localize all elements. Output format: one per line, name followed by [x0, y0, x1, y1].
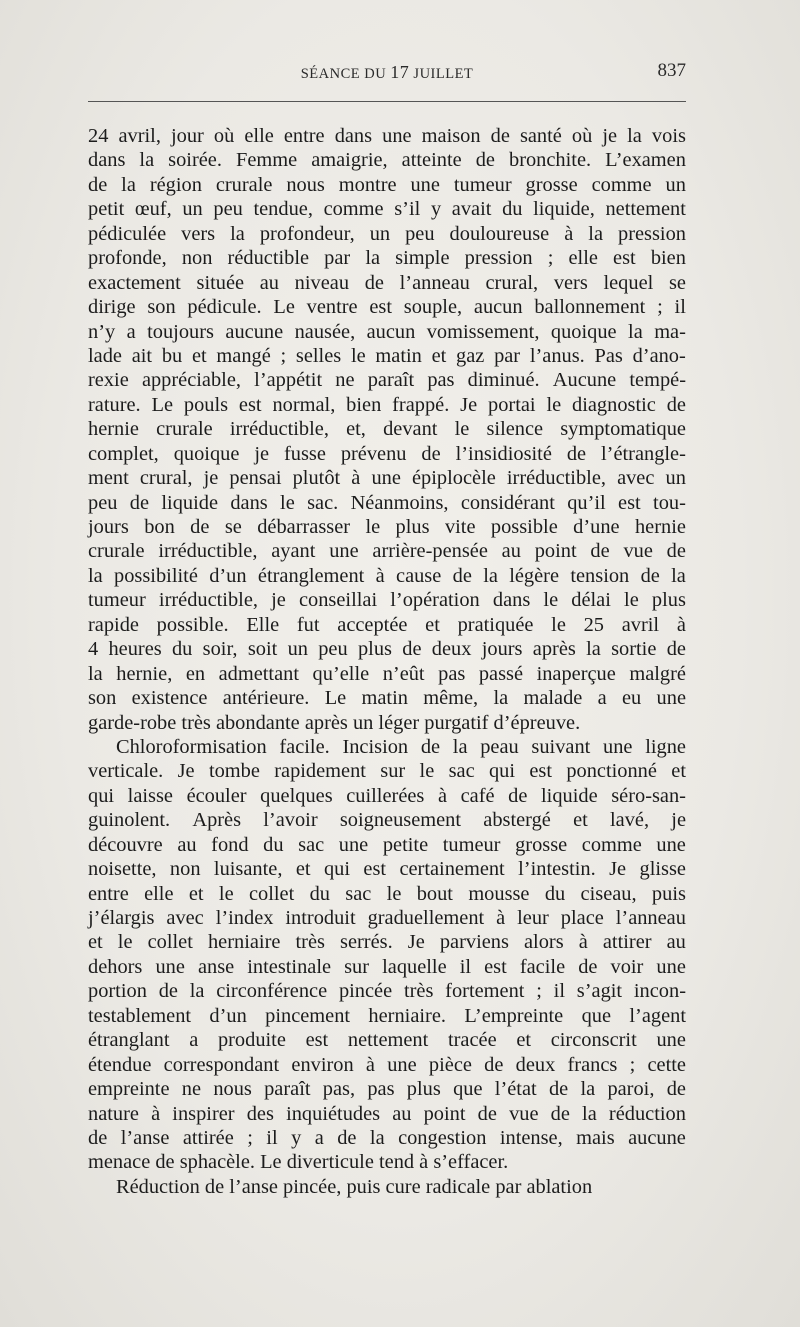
- text-line: jours bon de se débarrasser le plus vite possible d’une hernie: [88, 516, 686, 538]
- text-line: ment crural, je pensai plutôt à une épiplocèle irréductible, avec un: [88, 467, 686, 490]
- text-line: pédiculée vers la profondeur, un peu douloureuse à la pression: [88, 222, 686, 245]
- text-line: nature à inspirer des inquiétudes au point de vue de la réduction: [88, 1102, 686, 1125]
- text-line: crurale irréductible, ayant une arrière-pensée au point de vue de: [88, 540, 686, 563]
- text-line: dirige son pédicule. Le ventre est souple, aucun ballonnement ; il: [88, 296, 686, 319]
- text-line: Chloroformisation facile. Incision de la peau suivant une ligne: [116, 735, 686, 758]
- running-head-post: JUILLET: [409, 66, 474, 82]
- text-line: rapide possible. Elle fut acceptée et pratiquée le 25 avril à: [88, 613, 686, 636]
- text-line: étranglant a produite est nettement tracée et circonscrit une: [88, 1029, 686, 1052]
- page-number: 837: [657, 60, 686, 81]
- text-line: exactement située au niveau de l’anneau crural, vers lequel se: [88, 271, 686, 294]
- text-line: de l’anse attirée ; il y a de la congestion intense, mais aucune: [88, 1126, 686, 1149]
- text-line: et le collet herniaire très serrés. Je parviens alors à attirer au: [88, 931, 686, 954]
- text-line: hernie crurale irréductible, et, devant le silence symptomatique: [88, 418, 686, 441]
- page-header: [88, 62, 686, 86]
- text-line: 24 avril, jour où elle entre dans une maison de santé où je la vois: [88, 125, 686, 147]
- text-line: petit œuf, un peu tendue, comme s’il y avait du liquide, nettement: [88, 198, 686, 221]
- text-line: son existence antérieure. Le matin même, la malade a eu une: [88, 687, 686, 710]
- text-line: de la région crurale nous montre une tumeur grosse comme un: [88, 173, 686, 196]
- text-line: tumeur irréductible, je conseillai l’opération dans le délai le plus: [88, 589, 686, 612]
- text-line: empreinte ne nous paraît pas, pas plus que l’état de la paroi, de: [88, 1078, 686, 1101]
- text-line: peu de liquide dans le sac. Néanmoins, considérant qu’il est tou-: [88, 491, 686, 514]
- text-line: guinolent. Après l’avoir soigneusement abstergé et lavé, je: [88, 809, 686, 832]
- text-line: la hernie, en admettant qu’elle n’eût pas passé inaperçue malgré: [88, 662, 686, 685]
- text-line: dehors une anse intestinale sur laquelle il est facile de voir une: [88, 955, 686, 978]
- text-line: découvre au fond du sac une petite tumeur grosse comme une: [88, 833, 686, 856]
- text-line: menace de sphacèle. Le diverticule tend à s’effacer.: [88, 1151, 509, 1174]
- text-line: lade ait bu et mangé ; selles le matin et gaz par l’anus. Pas d’ano-: [88, 344, 686, 367]
- text-line: entre elle et le collet du sac le bout mousse du ciseau, puis: [88, 882, 686, 905]
- running-head: [88, 62, 686, 83]
- text-line: dans la soirée. Femme amaigrie, atteinte de bronchite. L’examen: [88, 149, 686, 172]
- text-line: 4 heures du soir, soit un peu plus de deux jours après la sortie de: [88, 638, 686, 661]
- text-line: rature. Le pouls est normal, bien frappé. Je portai le diagnostic de: [88, 393, 686, 416]
- text-line: garde-robe très abondante après un léger purgatif d’épreuve.: [88, 711, 581, 734]
- header-rule: [88, 101, 686, 102]
- text-line: n’y a toujours aucune nausée, aucun vomissement, quoique la ma-: [88, 320, 686, 343]
- text-line: noisette, non luisante, et qui est certainement l’intestin. Je glisse: [88, 858, 686, 881]
- body-text: [88, 124, 686, 1199]
- text-line: qui laisse écouler quelques cuillerées à café de liquide séro-san-: [88, 784, 686, 807]
- text-line: Réduction de l’anse pincée, puis cure radicale par ablation: [116, 1175, 593, 1198]
- text-line: profonde, non réductible par la simple pression ; elle est bien: [88, 247, 686, 270]
- text-line: étendue correspondant environ à une pièce de deux francs ; cette: [88, 1053, 686, 1076]
- text-line: portion de la circonférence pincée très fortement ; il s’agit incon-: [88, 980, 686, 1003]
- text-line: testablement d’un pincement herniaire. L’empreinte que l’agent: [88, 1004, 686, 1027]
- text-line: complet, quoique je fusse prévenu de l’insidiosité de l’étrangle-: [88, 442, 686, 465]
- running-head-date: 17: [390, 62, 410, 82]
- text-line: rexie appréciable, l’appétit ne paraît pas diminué. Aucune tempé-: [88, 369, 686, 392]
- text-line: verticale. Je tombe rapidement sur le sac qui est ponctionné et: [88, 760, 686, 783]
- text-line: j’élargis avec l’index introduit graduellement à leur place l’anneau: [88, 907, 686, 929]
- text-line: la possibilité d’un étranglement à cause de la légère tension de la: [88, 564, 686, 587]
- running-head-pre: SÉANCE DU: [300, 66, 391, 82]
